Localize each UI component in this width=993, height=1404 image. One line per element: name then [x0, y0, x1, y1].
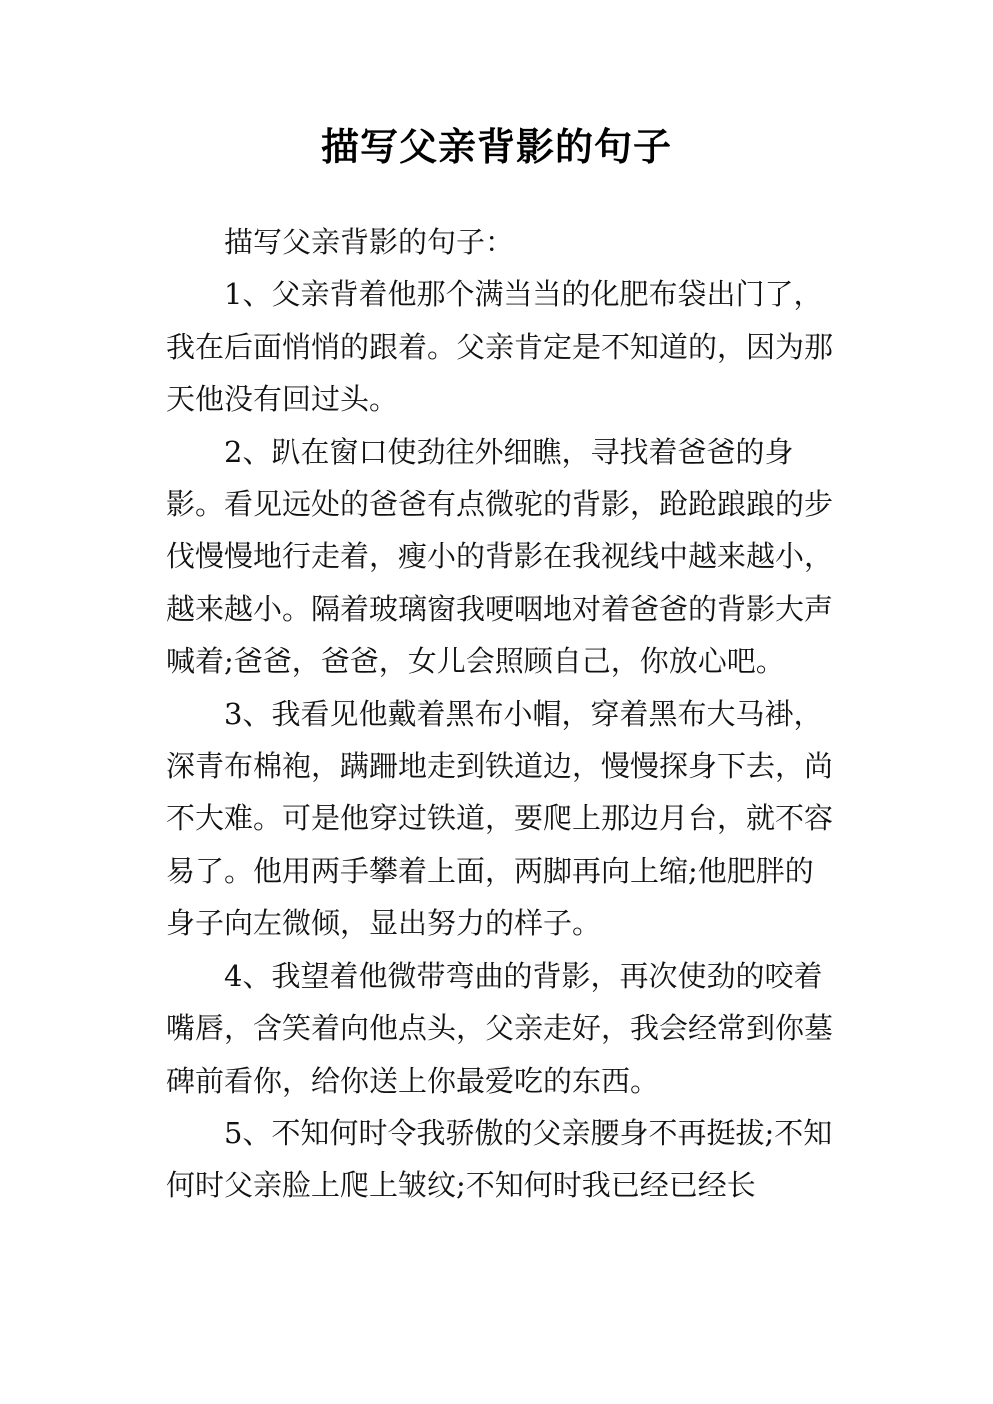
paragraph-5: 5、不知何时令我骄傲的父亲腰身不再挺拔;不知何时父亲脸上爬上皱纹;不知何时我已经已经长	[166, 1115, 833, 1203]
document-body	[166, 216, 836, 1212]
paragraph-2: 2、趴在窗口使劲往外细瞧，寻找着爸爸的身影。看见远处的爸爸有点微驼的背影，跄跄踉踉的步伐慢慢地行走着，瘦小的背影在我视线中越来越小，越来越小。隔着玻璃窗我哽咽地对着爸爸的背影大声喊着;爸爸，爸爸，女儿会照顾自己，你放心吧。	[166, 434, 834, 679]
paragraph-4: 4、我望着他微带弯曲的背影，再次使劲的咬着嘴唇，含笑着向他点头，父亲走好，我会经常到你墓碑前看你，给你送上你最爱吃的东西。	[166, 958, 834, 1098]
paragraph-intro: 描写父亲背影的句子：	[224, 225, 515, 259]
paragraph-1: 1、父亲背着他那个满当当的化肥布袋出门了，我在后面悄悄的跟着。父亲肯定是不知道的，因为那天他没有回过头。	[166, 277, 834, 417]
document-title: 描写父亲背影的句子	[320, 125, 672, 169]
paragraph-3: 3、我看见他戴着黑布小帽，穿着黑布大马褂，深青布棉袍，蹒跚地走到铁道边，慢慢探身下去，尚不大难。可是他穿过铁道，要爬上那边月台，就不容易了。他用两手攀着上面，两脚再向上缩;他肥胖的身子向左微倾，显出努力的样子。	[166, 696, 834, 941]
